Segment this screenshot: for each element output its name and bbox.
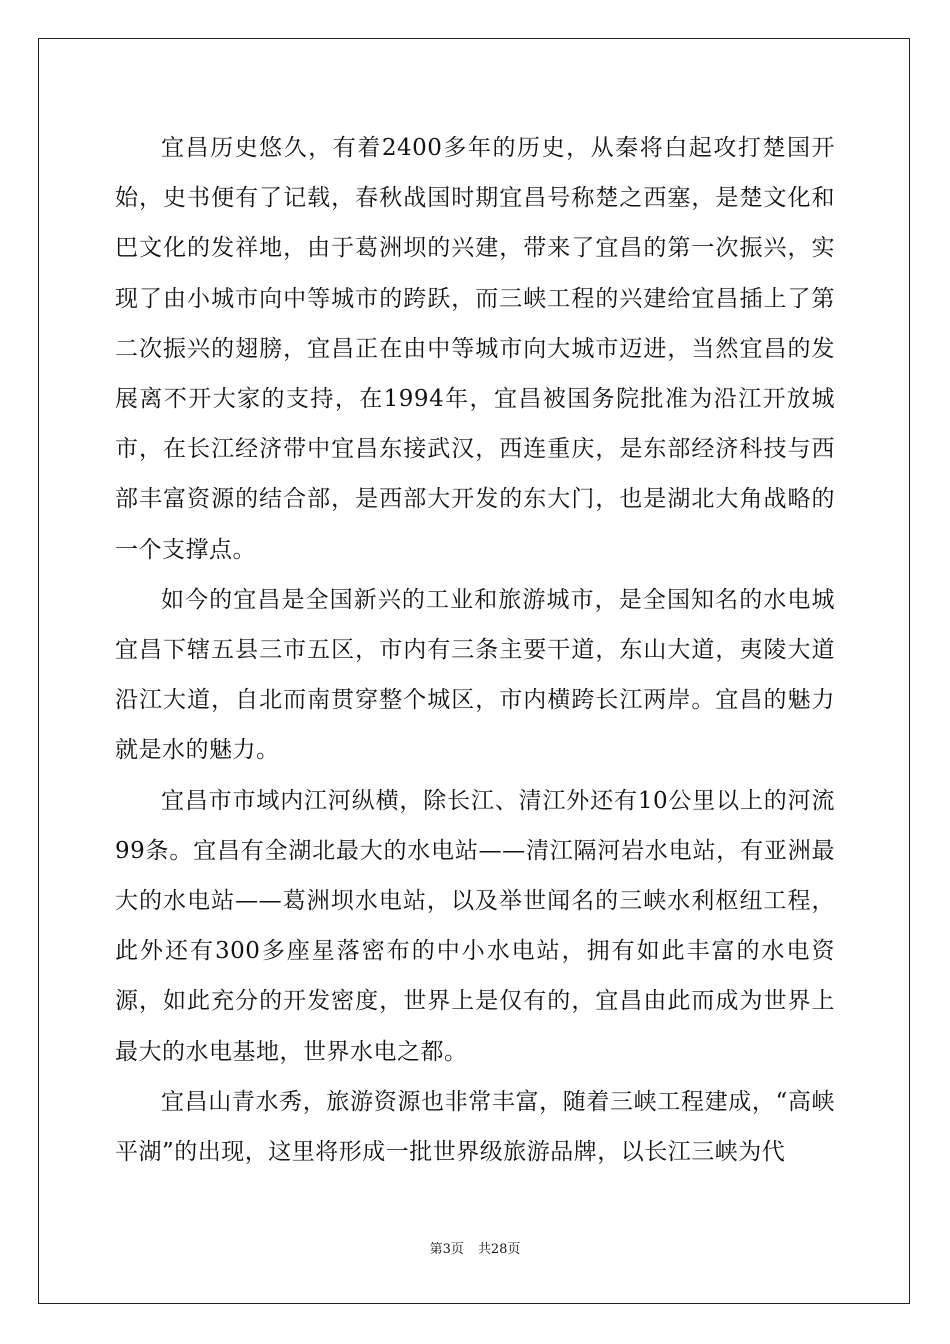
page-number: 第3页: [429, 1242, 464, 1257]
page-footer: [0, 1238, 950, 1257]
paragraph: 如今的宜昌是全国新兴的工业和旅游城市，是全国知名的水电城宜昌下辖五县三市五区，市内有三条主要干道，东山大道，夷陵大道沿江大道，自北而南贯穿整个城区，市内横跨长江两岸。宜昌的魅力就是水的魅力。: [115, 586, 835, 764]
paragraph: 宜昌山青水秀，旅游资源也非常丰富，随着三峡工程建成，“高峡平湖”的出现，这里将形成一批世界级旅游品牌，以长江三峡为代: [115, 1088, 835, 1166]
page-total: 共28页: [477, 1242, 521, 1257]
paragraph: 宜昌历史悠久，有着2400多年的历史，从秦将白起攻打楚国开始，史书便有了记载，春秋战国时期宜昌号称楚之西塞，是楚文化和巴文化的发祥地，由于葛洲坝的兴建，带来了宜昌的第一次振兴，实现了由小城市向中等城市的跨跃，而三峡工程的兴建给宜昌插上了第二次振兴的翅膀，宜昌正在由中等城市向大城市迈进，当然宜昌的发展离不开大家的支持，在1994年，宜昌被国务院批准为沿江开放城市，在长江经济带中宜昌东接武汉，西连重庆，是东部经济科技与西部丰富资源的结合部，是西部大开发的东大门，也是湖北大角战略的一个支撑点。: [115, 135, 835, 563]
document-body: [115, 123, 835, 1177]
paragraph: 宜昌市市域内江河纵横，除长江、清江外还有10公里以上的河流99条。宜昌有全湖北最大的水电站——清江隔河岩水电站，有亚洲最大的水电站——葛洲坝水电站，以及举世闻名的三峡水利枢纽工程，此外还有300多座星落密布的中小水电站，拥有如此丰富的水电资源，如此充分的开发密度，世界上是仅有的，宜昌由此而成为世界上最大的水电基地，世界水电之都。: [115, 787, 835, 1065]
